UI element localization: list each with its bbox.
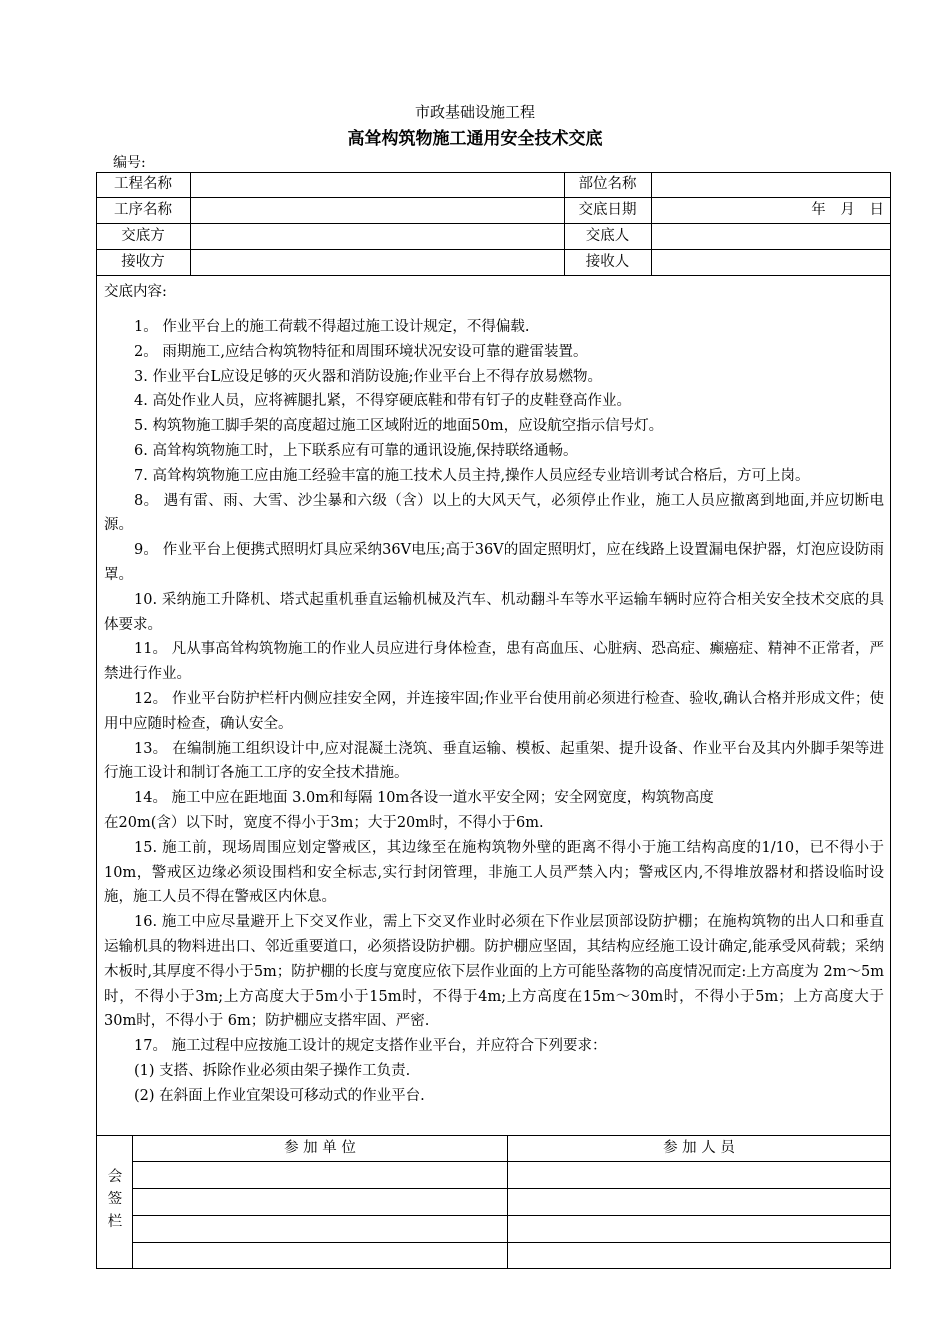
- signoff-unit-field[interactable]: [133, 1189, 507, 1214]
- signoff-person-field[interactable]: [508, 1216, 890, 1241]
- content-paragraph: 8。 遇有雷、雨、大雪、沙尘暴和六级（含）以上的大风天气，必须停止作业，施工人员应撤离到地面,并应切断电源。: [104, 492, 884, 534]
- receiver-person-label: 接收人: [585, 254, 630, 270]
- participating-units-header: 参 加 单 位: [284, 1140, 356, 1156]
- document-title: 高耸构筑物施工通用安全技术交底: [347, 129, 603, 149]
- content-paragraph: 17。 施工过程中应按施工设计的规定支搭作业平台，并应符合下列要求：: [134, 1038, 607, 1055]
- briefer-org-field[interactable]: [191, 224, 564, 249]
- table-rule: [96, 275, 891, 276]
- signoff-person-field[interactable]: [508, 1162, 890, 1187]
- content-paragraph: 2。 雨期施工,应结合构筑物特征和周围环境状况安设可靠的避雷装置。: [134, 343, 588, 360]
- process-name-field[interactable]: [191, 198, 564, 223]
- content-paragraph: 7. 高耸构筑物施工应由施工经验丰富的施工技术人员主持,操作人员应经专业培训考试合格后，方可上岗。: [134, 467, 810, 484]
- brief-date-label: 交底日期: [578, 202, 637, 218]
- receiver-person-field[interactable]: [652, 250, 890, 275]
- document-subtitle: 市政基础设施工程: [414, 103, 535, 121]
- project-name-field[interactable]: [191, 172, 564, 197]
- briefer-org-label: 交底方: [121, 228, 165, 244]
- content-paragraph: 1。 作业平台上的施工荷载不得超过施工设计规定，不得偏载.: [134, 319, 530, 335]
- signoff-unit-field[interactable]: [133, 1216, 507, 1241]
- project-name-label: 工程名称: [114, 176, 172, 192]
- content-paragraph: 5. 构筑物施工脚手架的高度超过施工区域附近的地面50m，应设航空指示信号灯。: [134, 418, 664, 435]
- briefer-person-label: 交底人: [585, 228, 630, 244]
- process-name-label: 工序名称: [114, 202, 172, 218]
- content-paragraph: 14。 施工中应在距地面 3.0m和每隔 10m各设一道水平安全网；安全网宽度，构筑物高度: [134, 790, 714, 807]
- signoff-unit-field[interactable]: [133, 1243, 507, 1268]
- content-paragraph: 12。 作业平台防护栏杆内侧应挂安全网，并连接牢固;作业平台使用前必须进行检查、验收,确认合格并形成文件；使用中应随时检查，确认安全。: [104, 690, 884, 732]
- part-name-label: 部位名称: [578, 176, 637, 192]
- participating-persons-header: 参 加 人 员: [663, 1140, 735, 1156]
- content-label: 交底内容:: [104, 284, 167, 300]
- receiver-org-label: 接收方: [121, 254, 165, 270]
- briefing-content: [104, 315, 884, 1109]
- content-paragraph: 13。 在编制施工组织设计中,应对混凝土浇筑、垂直运输、模板、起重架、提升设备、作业平台及其内外脚手架等进行施工设计和制订各施工工序的安全技术措施。: [104, 740, 884, 782]
- signoff-unit-field[interactable]: [133, 1162, 507, 1187]
- document-number-label: 编号:: [113, 155, 146, 171]
- content-paragraph: 9。 作业平台上便携式照明灯具应采纳36V电压;高于36V的固定照明灯，应在线路上设置漏电保护器，灯泡应设防雨罩。: [104, 542, 884, 583]
- signoff-label-text: 会签栏: [105, 1168, 122, 1236]
- content-paragraph: 在20m(含）以下时，宽度不得小于3m；大于20m时，不得小于6m.: [104, 814, 544, 831]
- content-paragraph: 11。 凡从事高耸构筑物施工的作业人员应进行身体检查，患有高血压、心脏病、恐高症、癫癌症、精神不正常者，严禁进行作业。: [104, 641, 884, 683]
- content-paragraph: 3. 作业平台L应设足够的灭火器和消防设施;作业平台上不得存放易燃物。: [134, 368, 602, 385]
- content-paragraph: 6. 高耸构筑物施工时，上下联系应有可靠的通讯设施,保持联络通畅。: [134, 442, 578, 459]
- signoff-label: [96, 1135, 132, 1269]
- signoff-person-field[interactable]: [508, 1189, 890, 1214]
- briefer-person-field[interactable]: [652, 224, 890, 249]
- receiver-org-field[interactable]: [191, 250, 564, 275]
- content-paragraph: 15. 施工前，现场周围应划定警戒区，其边缘至在施构筑物外壁的距离不得小于施工结构高度的1/10，已不得小于10m，警戒区边缘必须设围档和安全标志,实行封闭管理，非施工人员严禁入内；警戒区内,不得堆放器材和搭设临时设施，施工人员不得在警戒区内休息。: [104, 839, 884, 906]
- part-name-field[interactable]: [652, 172, 890, 197]
- content-paragraph: 10. 采纳施工升降机、塔式起重机垂直运输机械及汽车、机动翻斗车等水平运输车辆时应符合相关安全技术交底的具体要求。: [104, 591, 884, 633]
- brief-date-field[interactable]: 年 月 日: [811, 202, 884, 218]
- content-paragraph: 4. 高处作业人员，应将裤腿扎紧，不得穿硬底鞋和带有钉子的皮鞋登高作业。: [134, 393, 631, 410]
- signoff-person-field[interactable]: [508, 1243, 890, 1268]
- content-paragraph: (1) 支搭、拆除作业必须由架子操作工负责.: [134, 1062, 411, 1079]
- content-paragraph: 16. 施工中应尽量避开上下交叉作业，需上下交叉作业时必须在下作业层顶部设防护棚；在施构筑物的出人口和垂直运输机具的物料进出口、邻近重要道口，必须搭设防护棚。防护棚应坚固，其结构应经施工设计确定,能承受风荷载；采纳木板时,其厚度不得小于5m；防护棚的长度与宽度应依下层作业面的上方可能坠落物的高度情况而定:上方高度为 2m～5m时，不得小于3m;上方高度大于5m小于15m时，不得于4m;上方高度在15m～30m时，不得小于5m；上方高度大于 30m时，不得小于 6m；防护棚应支搭牢固、严密.: [104, 914, 884, 1030]
- content-paragraph: (2) 在斜面上作业宜架设可移动式的作业平台.: [134, 1087, 425, 1104]
